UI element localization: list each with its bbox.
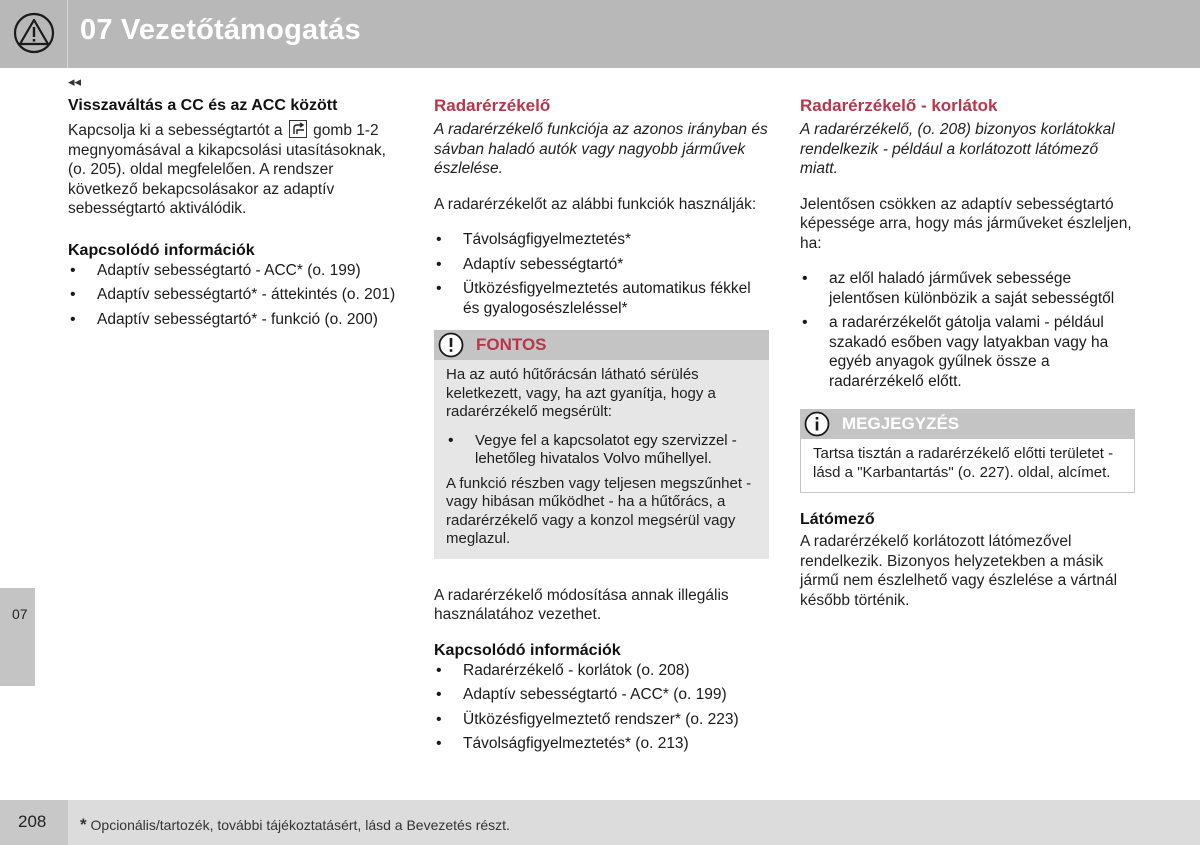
list-item: • Vegye fel a kapcsolatot egy szervizzel - lehetőleg hivatalos Volvo műhellyel. [446,432,757,469]
chapter-side-tab[interactable] [0,588,35,686]
paragraph-text: gomb 1-2 megnyomásával a kikapcsolási utasításoknak, (o. 205). oldal megfelelően. A rendszer következő bekapcsolásakor az adaptív sebességtartó aktiválódik. [68,122,386,217]
chapter-side-tab-label: 07 [12,606,28,622]
column-3 [800,96,1135,610]
related-link[interactable]: • Adaptív sebességtartó* - funkció (o. 200) [68,310,403,330]
info-icon [804,411,830,437]
warning-triangle-icon [13,12,55,54]
paragraph: A radarérzékelő korlátozott látómezővel rendelkezik. Bizonyos helyzetekben a másik jármű nem észlelhető vagy észlelése a vártnál később történik. [800,533,1118,609]
note-box [800,409,1135,493]
column-1 [68,96,403,334]
page-number: 208 [18,812,47,831]
intro-paragraph: A radarérzékelő, (o. 208) bizonyos korlátokkal rendelkezik - például a korlátozott látómező miatt. [800,121,1115,177]
paragraph: A radarérzékelő módosítása annak illegális használatához vezethet. [434,586,729,623]
paragraph: Ha az autó hűtőrácsán látható sérülés keletkezett, vagy, ha azt gyanítja, hogy a radarérzékelő megsérült: [446,366,716,420]
list-item: • Adaptív sebességtartó* [434,255,769,275]
important-box-body [434,360,769,559]
related-link[interactable]: • Adaptív sebességtartó* - áttekintés (o. 201) [68,285,403,305]
cruise-control-button-icon [289,120,307,138]
section-heading: Radarérzékelő [434,96,551,115]
related-link[interactable]: • Adaptív sebességtartó - ACC* (o. 199) [434,685,769,705]
header-icon-box [0,0,68,68]
note-box-title: MEGJEGYZÉS [842,414,960,433]
paragraph: Tartsa tisztán a radarérzékelő előtti területet - lásd a "Karbantartás" (o. 227). oldal, alcímet. [813,445,1114,481]
function-list [434,230,769,318]
exclamation-icon [438,332,464,358]
important-box-header [434,330,769,360]
related-heading: Kapcsolódó információk [68,241,255,259]
important-list [446,432,757,469]
limitation-list [800,269,1135,391]
paragraph: Jelentősen csökken az adaptív sebességtartó képessége arra, hogy más járműveket észleljen, ha: [800,195,1132,252]
important-box-title: FONTOS [476,335,547,354]
footnote [80,815,510,835]
paragraph [68,120,403,219]
footnote-text: Opcionális/tartozék, további tájékoztatásért, lásd a Bevezetés részt. [90,817,510,833]
list-item: • a radarérzékelőt gátolja valami - például szakadó esőben vagy latyakban vagy ha egyéb anyagok gyűlnek össze a radarérzékelő előtt. [800,313,1135,391]
related-list [68,261,403,330]
page-footer [0,800,1200,845]
note-box-header [800,409,1135,439]
important-box [434,330,769,559]
list-item: • az elől haladó járművek sebessége jelentősen különbözik a saját sebességtől [800,269,1135,308]
paragraph: A radarérzékelőt az alábbi funkciók használják: [434,195,757,213]
related-heading: Kapcsolódó információk [434,641,621,659]
list-item: • Távolságfigyelmeztetés* [434,230,769,250]
chapter-title: 07 Vezetőtámogatás [80,14,361,46]
list-item: • Ütközésfigyelmeztetés automatikus fékkel és gyalogosészleléssel* [434,279,769,318]
section-heading: Visszaváltás a CC és az ACC között [68,97,338,114]
intro-paragraph: A radarérzékelő funkciója az azonos irányban és sávban haladó autók vagy nagyobb járművek észlelése. [434,121,768,177]
paragraph: A funkció részben vagy teljesen megszűnhet - vagy hibásan működhet - ha a hűtőrács, a radarérzékelő vagy a konzol megsérül vagy meglazul. [446,474,752,547]
sub-heading: Látómező [800,511,875,528]
related-link[interactable]: • Távolságfigyelmeztetés* (o. 213) [434,734,769,754]
page-number-box [0,800,68,845]
related-list [434,661,769,754]
chapter-header [0,0,1200,68]
back-arrows-icon[interactable]: ◂◂ [68,74,82,89]
section-heading: Radarérzékelő - korlátok [800,96,998,115]
related-link[interactable]: • Radarérzékelő - korlátok (o. 208) [434,661,769,681]
related-link[interactable]: • Adaptív sebességtartó - ACC* (o. 199) [68,261,403,281]
footnote-star: * [80,815,87,834]
paragraph-text: Kapcsolja ki a sebességtartót a [68,122,283,139]
note-box-body [800,439,1135,493]
column-2 [434,96,769,759]
related-link[interactable]: • Ütközésfigyelmeztető rendszer* (o. 223) [434,710,769,730]
